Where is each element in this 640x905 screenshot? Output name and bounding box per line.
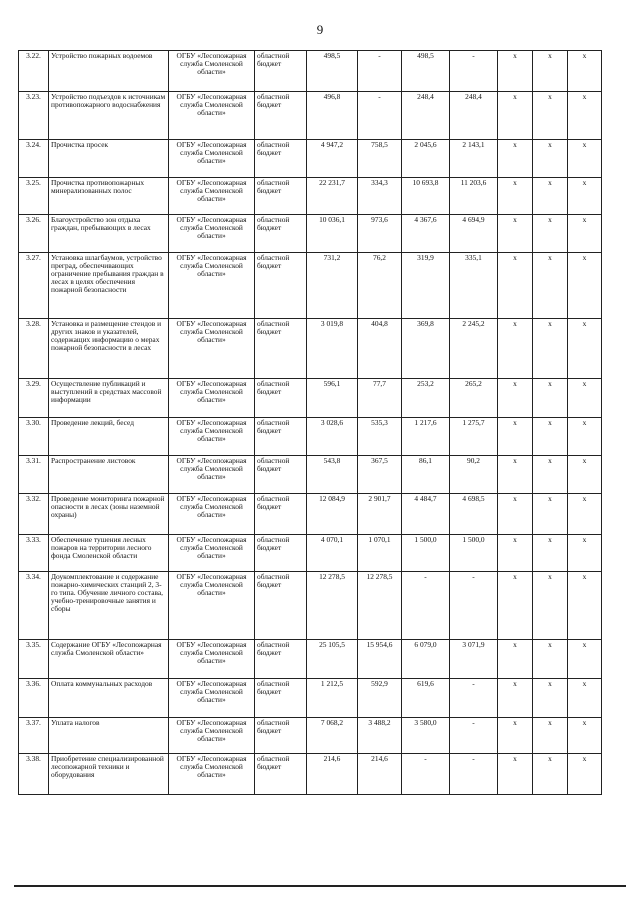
cell-funding-source: областной бюджет xyxy=(255,379,307,418)
cell-amount-year-3: 3 071,9 xyxy=(450,640,498,679)
cell-activity-name: Обеспечение тушения лесных пожаров на территории лесного фонда Смоленской области xyxy=(49,535,169,572)
cell-funding-source: областной бюджет xyxy=(255,178,307,215)
cell-executor: ОГБУ «Лесопожарная служба Смоленской области» xyxy=(169,253,255,319)
cell-amount-year-1: 2 901,7 xyxy=(358,494,402,535)
cell-indicator-2: x xyxy=(533,51,568,92)
cell-funding-source: областной бюджет xyxy=(255,92,307,140)
cell-activity-name: Проведение мониторинга пожарной опасности в лесах (зоны наземной охраны) xyxy=(49,494,169,535)
cell-amount-year-3: - xyxy=(450,679,498,718)
cell-indicator-1: x xyxy=(498,572,533,640)
cell-amount-year-1: 758,5 xyxy=(358,140,402,178)
cell-executor: ОГБУ «Лесопожарная служба Смоленской области» xyxy=(169,379,255,418)
cell-total-amount: 4 070,1 xyxy=(307,535,358,572)
cell-executor: ОГБУ «Лесопожарная служба Смоленской области» xyxy=(169,456,255,494)
cell-amount-year-2: 4 367,6 xyxy=(402,215,450,253)
cell-row-number: 3.38. xyxy=(19,754,49,795)
cell-indicator-3: x xyxy=(568,679,602,718)
cell-indicator-1: x xyxy=(498,718,533,754)
cell-total-amount: 12 278,5 xyxy=(307,572,358,640)
table-row xyxy=(19,718,602,754)
cell-amount-year-2: 10 693,8 xyxy=(402,178,450,215)
cell-amount-year-1: 77,7 xyxy=(358,379,402,418)
cell-indicator-1: x xyxy=(498,494,533,535)
cell-indicator-2: x xyxy=(533,456,568,494)
table-row xyxy=(19,92,602,140)
cell-indicator-2: x xyxy=(533,494,568,535)
cell-amount-year-3: 90,2 xyxy=(450,456,498,494)
cell-row-number: 3.23. xyxy=(19,92,49,140)
cell-activity-name: Прочистка просек xyxy=(49,140,169,178)
cell-indicator-1: x xyxy=(498,640,533,679)
cell-indicator-3: x xyxy=(568,51,602,92)
cell-funding-source: областной бюджет xyxy=(255,572,307,640)
cell-funding-source: областной бюджет xyxy=(255,640,307,679)
cell-amount-year-3: - xyxy=(450,572,498,640)
cell-row-number: 3.28. xyxy=(19,319,49,379)
cell-amount-year-2: 86,1 xyxy=(402,456,450,494)
cell-activity-name: Распространение листовок xyxy=(49,456,169,494)
cell-indicator-1: x xyxy=(498,140,533,178)
table-row xyxy=(19,178,602,215)
cell-amount-year-3: 1 500,0 xyxy=(450,535,498,572)
cell-executor: ОГБУ «Лесопожарная служба Смоленской области» xyxy=(169,92,255,140)
cell-indicator-2: x xyxy=(533,253,568,319)
table-row xyxy=(19,418,602,456)
page-bottom-rule xyxy=(14,885,626,887)
cell-executor: ОГБУ «Лесопожарная служба Смоленской области» xyxy=(169,679,255,718)
cell-amount-year-2: 369,8 xyxy=(402,319,450,379)
cell-executor: ОГБУ «Лесопожарная служба Смоленской области» xyxy=(169,319,255,379)
cell-row-number: 3.24. xyxy=(19,140,49,178)
cell-amount-year-2: 6 079,0 xyxy=(402,640,450,679)
cell-total-amount: 25 105,5 xyxy=(307,640,358,679)
cell-amount-year-2: - xyxy=(402,754,450,795)
cell-funding-source: областной бюджет xyxy=(255,718,307,754)
cell-funding-source: областной бюджет xyxy=(255,140,307,178)
cell-indicator-3: x xyxy=(568,572,602,640)
cell-total-amount: 496,8 xyxy=(307,92,358,140)
cell-funding-source: областной бюджет xyxy=(255,754,307,795)
cell-executor: ОГБУ «Лесопожарная служба Смоленской области» xyxy=(169,140,255,178)
table-row xyxy=(19,572,602,640)
cell-total-amount: 596,1 xyxy=(307,379,358,418)
cell-row-number: 3.35. xyxy=(19,640,49,679)
cell-indicator-3: x xyxy=(568,456,602,494)
cell-total-amount: 7 068,2 xyxy=(307,718,358,754)
cell-amount-year-1: 76,2 xyxy=(358,253,402,319)
cell-row-number: 3.26. xyxy=(19,215,49,253)
cell-executor: ОГБУ «Лесопожарная служба Смоленской области» xyxy=(169,754,255,795)
cell-amount-year-3: 4 694,9 xyxy=(450,215,498,253)
cell-amount-year-3: 1 275,7 xyxy=(450,418,498,456)
cell-indicator-1: x xyxy=(498,535,533,572)
cell-activity-name: Установка шлагбаумов, устройство преград, обеспечивающих ограничение пребывания граждан в лесах в целях обеспечения пожарной безопасности xyxy=(49,253,169,319)
cell-amount-year-1: 1 070,1 xyxy=(358,535,402,572)
cell-indicator-2: x xyxy=(533,640,568,679)
cell-indicator-3: x xyxy=(568,640,602,679)
cell-total-amount: 3 028,6 xyxy=(307,418,358,456)
cell-executor: ОГБУ «Лесопожарная служба Смоленской области» xyxy=(169,51,255,92)
cell-activity-name: Проведение лекций, бесед xyxy=(49,418,169,456)
cell-row-number: 3.29. xyxy=(19,379,49,418)
cell-executor: ОГБУ «Лесопожарная служба Смоленской области» xyxy=(169,535,255,572)
cell-row-number: 3.36. xyxy=(19,679,49,718)
cell-amount-year-3: 4 698,5 xyxy=(450,494,498,535)
cell-indicator-2: x xyxy=(533,679,568,718)
cell-amount-year-3: 2 143,1 xyxy=(450,140,498,178)
cell-total-amount: 498,5 xyxy=(307,51,358,92)
cell-total-amount: 22 231,7 xyxy=(307,178,358,215)
cell-total-amount: 543,8 xyxy=(307,456,358,494)
cell-indicator-3: x xyxy=(568,754,602,795)
cell-funding-source: областной бюджет xyxy=(255,253,307,319)
cell-row-number: 3.27. xyxy=(19,253,49,319)
cell-indicator-1: x xyxy=(498,178,533,215)
cell-activity-name: Благоустройство зон отдыха граждан, пребывающих в лесах xyxy=(49,215,169,253)
cell-amount-year-2: 248,4 xyxy=(402,92,450,140)
cell-amount-year-2: - xyxy=(402,572,450,640)
table-row xyxy=(19,253,602,319)
table-row xyxy=(19,535,602,572)
cell-indicator-3: x xyxy=(568,215,602,253)
cell-indicator-3: x xyxy=(568,319,602,379)
cell-indicator-2: x xyxy=(533,92,568,140)
table-row xyxy=(19,140,602,178)
cell-amount-year-1: 3 488,2 xyxy=(358,718,402,754)
cell-amount-year-2: 3 580,0 xyxy=(402,718,450,754)
cell-indicator-2: x xyxy=(533,754,568,795)
cell-total-amount: 10 036,1 xyxy=(307,215,358,253)
cell-amount-year-2: 253,2 xyxy=(402,379,450,418)
cell-amount-year-3: 335,1 xyxy=(450,253,498,319)
cell-amount-year-1: - xyxy=(358,92,402,140)
cell-indicator-2: x xyxy=(533,178,568,215)
cell-total-amount: 214,6 xyxy=(307,754,358,795)
cell-indicator-1: x xyxy=(498,754,533,795)
table-body xyxy=(19,51,602,795)
cell-activity-name: Устройство пожарных водоемов xyxy=(49,51,169,92)
cell-indicator-1: x xyxy=(498,319,533,379)
cell-amount-year-3: 11 203,6 xyxy=(450,178,498,215)
cell-activity-name: Осуществление публикаций и выступлений в средствах массовой информации xyxy=(49,379,169,418)
cell-indicator-1: x xyxy=(498,253,533,319)
cell-funding-source: областной бюджет xyxy=(255,215,307,253)
cell-activity-name: Установка и размещение стендов и других знаков и указателей, содержащих информацию о мерах пожарной безопасности в лесах xyxy=(49,319,169,379)
cell-amount-year-1: 973,6 xyxy=(358,215,402,253)
cell-amount-year-2: 2 045,6 xyxy=(402,140,450,178)
cell-executor: ОГБУ «Лесопожарная служба Смоленской области» xyxy=(169,494,255,535)
cell-executor: ОГБУ «Лесопожарная служба Смоленской области» xyxy=(169,640,255,679)
cell-indicator-2: x xyxy=(533,215,568,253)
page-number: 9 xyxy=(316,22,324,37)
cell-indicator-2: x xyxy=(533,572,568,640)
cell-amount-year-1: 535,3 xyxy=(358,418,402,456)
table-row xyxy=(19,51,602,92)
cell-row-number: 3.30. xyxy=(19,418,49,456)
cell-indicator-3: x xyxy=(568,718,602,754)
cell-indicator-3: x xyxy=(568,92,602,140)
cell-funding-source: областной бюджет xyxy=(255,679,307,718)
cell-funding-source: областной бюджет xyxy=(255,456,307,494)
cell-total-amount: 4 947,2 xyxy=(307,140,358,178)
cell-amount-year-2: 1 217,6 xyxy=(402,418,450,456)
cell-row-number: 3.34. xyxy=(19,572,49,640)
cell-activity-name: Содержание ОГБУ «Лесопожарная служба Смоленской области» xyxy=(49,640,169,679)
cell-amount-year-1: - xyxy=(358,51,402,92)
cell-executor: ОГБУ «Лесопожарная служба Смоленской области» xyxy=(169,718,255,754)
cell-indicator-3: x xyxy=(568,178,602,215)
cell-funding-source: областной бюджет xyxy=(255,319,307,379)
cell-indicator-3: x xyxy=(568,140,602,178)
cell-indicator-1: x xyxy=(498,51,533,92)
table-row xyxy=(19,640,602,679)
cell-indicator-1: x xyxy=(498,418,533,456)
cell-indicator-3: x xyxy=(568,379,602,418)
cell-row-number: 3.22. xyxy=(19,51,49,92)
cell-indicator-2: x xyxy=(533,319,568,379)
cell-indicator-2: x xyxy=(533,418,568,456)
table-row xyxy=(19,456,602,494)
cell-indicator-2: x xyxy=(533,140,568,178)
cell-amount-year-1: 214,6 xyxy=(358,754,402,795)
cell-executor: ОГБУ «Лесопожарная служба Смоленской области» xyxy=(169,418,255,456)
cell-amount-year-2: 619,6 xyxy=(402,679,450,718)
cell-amount-year-2: 319,9 xyxy=(402,253,450,319)
cell-funding-source: областной бюджет xyxy=(255,535,307,572)
cell-total-amount: 3 019,8 xyxy=(307,319,358,379)
cell-amount-year-3: - xyxy=(450,754,498,795)
cell-executor: ОГБУ «Лесопожарная служба Смоленской области» xyxy=(169,215,255,253)
cell-indicator-3: x xyxy=(568,535,602,572)
cell-indicator-3: x xyxy=(568,494,602,535)
cell-indicator-3: x xyxy=(568,418,602,456)
cell-amount-year-3: - xyxy=(450,718,498,754)
cell-amount-year-1: 592,9 xyxy=(358,679,402,718)
cell-funding-source: областной бюджет xyxy=(255,418,307,456)
budget-table xyxy=(18,50,602,795)
cell-total-amount: 12 084,9 xyxy=(307,494,358,535)
cell-indicator-2: x xyxy=(533,535,568,572)
cell-amount-year-2: 1 500,0 xyxy=(402,535,450,572)
cell-total-amount: 731,2 xyxy=(307,253,358,319)
cell-amount-year-2: 4 484,7 xyxy=(402,494,450,535)
table-row xyxy=(19,379,602,418)
cell-row-number: 3.32. xyxy=(19,494,49,535)
cell-amount-year-1: 334,3 xyxy=(358,178,402,215)
cell-indicator-2: x xyxy=(533,379,568,418)
table-row xyxy=(19,215,602,253)
cell-amount-year-2: 498,5 xyxy=(402,51,450,92)
cell-total-amount: 1 212,5 xyxy=(307,679,358,718)
cell-activity-name: Прочистка противопожарных минерализованных полос xyxy=(49,178,169,215)
cell-indicator-1: x xyxy=(498,92,533,140)
cell-row-number: 3.25. xyxy=(19,178,49,215)
cell-indicator-1: x xyxy=(498,215,533,253)
cell-activity-name: Устройство подъездов к источникам противопожарного водоснабжения xyxy=(49,92,169,140)
cell-amount-year-1: 367,5 xyxy=(358,456,402,494)
cell-indicator-1: x xyxy=(498,379,533,418)
cell-executor: ОГБУ «Лесопожарная служба Смоленской области» xyxy=(169,572,255,640)
cell-activity-name: Доукомплектование и содержание пожарно-химических станций 2, 3-го типа. Обучение личного состава, учебно-тренировочные занятия и сборы xyxy=(49,572,169,640)
cell-amount-year-3: 248,4 xyxy=(450,92,498,140)
cell-funding-source: областной бюджет xyxy=(255,51,307,92)
table-row xyxy=(19,494,602,535)
cell-amount-year-1: 15 954,6 xyxy=(358,640,402,679)
table-row xyxy=(19,754,602,795)
cell-amount-year-1: 404,8 xyxy=(358,319,402,379)
cell-amount-year-3: - xyxy=(450,51,498,92)
cell-indicator-2: x xyxy=(533,718,568,754)
cell-amount-year-3: 265,2 xyxy=(450,379,498,418)
table-row xyxy=(19,679,602,718)
cell-indicator-1: x xyxy=(498,679,533,718)
table-row xyxy=(19,319,602,379)
cell-amount-year-3: 2 245,2 xyxy=(450,319,498,379)
cell-activity-name: Приобретение специализированной лесопожарной техники и оборудования xyxy=(49,754,169,795)
cell-indicator-3: x xyxy=(568,253,602,319)
cell-indicator-1: x xyxy=(498,456,533,494)
cell-row-number: 3.33. xyxy=(19,535,49,572)
cell-activity-name: Уплата налогов xyxy=(49,718,169,754)
cell-row-number: 3.37. xyxy=(19,718,49,754)
cell-executor: ОГБУ «Лесопожарная служба Смоленской области» xyxy=(169,178,255,215)
cell-activity-name: Оплата коммунальных расходов xyxy=(49,679,169,718)
cell-funding-source: областной бюджет xyxy=(255,494,307,535)
cell-row-number: 3.31. xyxy=(19,456,49,494)
cell-amount-year-1: 12 278,5 xyxy=(358,572,402,640)
